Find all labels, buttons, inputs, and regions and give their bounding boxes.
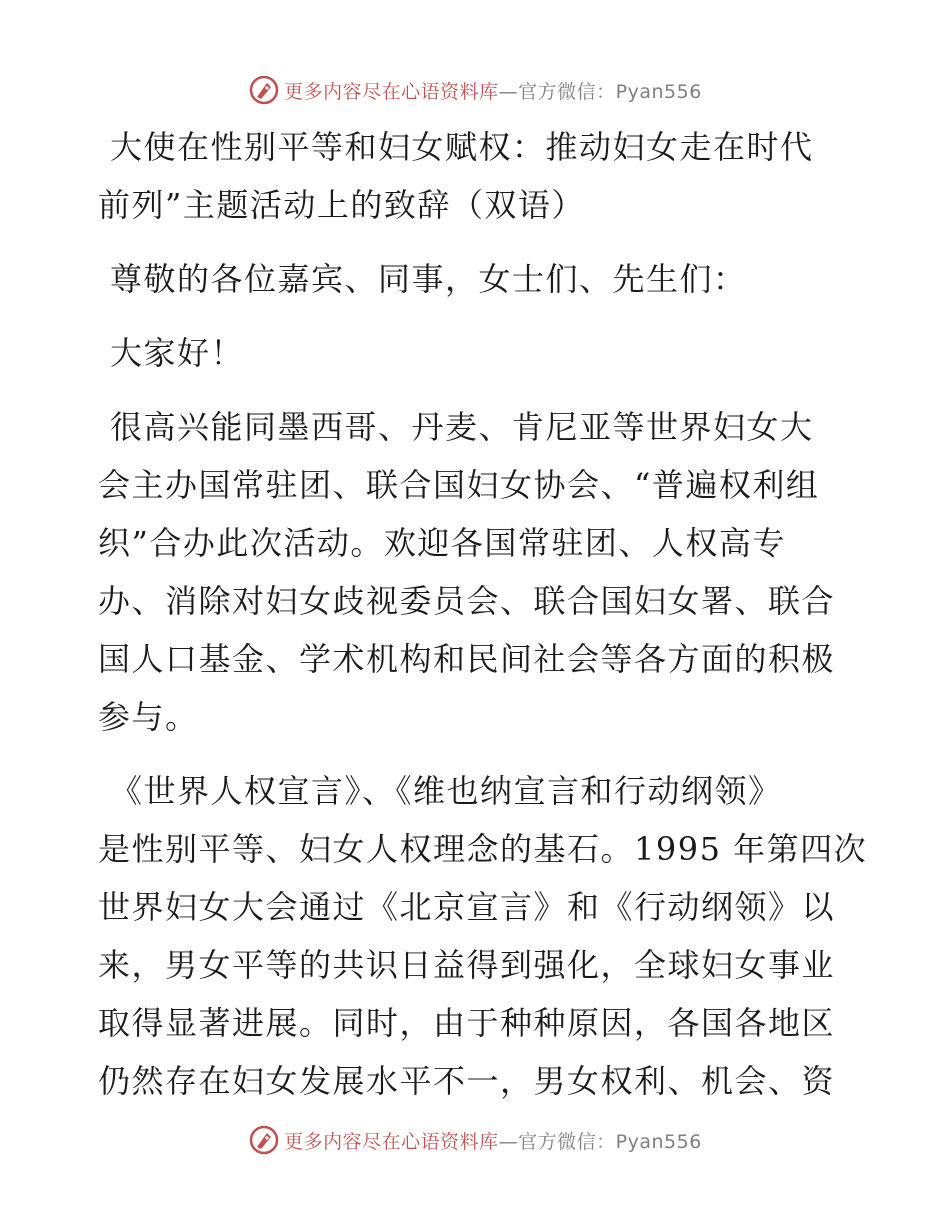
greeting: [98, 324, 858, 382]
paragraph-line: 《世界人权宣言》、《维也纳宣言和行动纲领》: [110, 772, 782, 810]
paragraph-line: 来，男女平等的共识日益得到强化，全球妇女事业: [98, 946, 836, 984]
header-wechat-text: 官方微信：Pyan556: [518, 80, 702, 103]
paragraph-line: 仍然存在妇女发展水平不一，男女权利、机会、资: [98, 1062, 836, 1100]
pen-nib-logo-icon: [248, 1124, 280, 1156]
paragraph-line: 很高兴能同墨西哥、丹麦、肯尼亚等世界妇女大: [110, 408, 814, 446]
footer-wechat-text: 官方微信：Pyan556: [518, 1130, 702, 1153]
pen-nib-logo-icon: [248, 74, 280, 106]
title-line: 大使在性别平等和妇女赋权：推动妇女走在时代: [110, 128, 814, 166]
footer-site-text: 更多内容尽在心语资料库: [284, 1130, 499, 1153]
paragraph-line: 参与。: [98, 698, 199, 736]
paragraph-1: [98, 398, 858, 746]
header-site-text: 更多内容尽在心语资料库: [284, 80, 499, 103]
salutation: [98, 250, 858, 308]
paragraph-line: 是性别平等、妇女人权理念的基石。1995 年第四次: [98, 830, 868, 868]
paragraph-2: [98, 762, 868, 1110]
paragraph-line: 世界妇女大会通过《北京宣言》和《行动纲领》以: [98, 888, 836, 926]
greeting-text: 大家好！: [110, 334, 245, 372]
salutation-text: 尊敬的各位嘉宾、同事，女士们、先生们：: [110, 260, 747, 298]
footer-banner-text: [284, 1127, 702, 1154]
paragraph-line: 取得显著进展。同时，由于种种原因，各国各地区: [98, 1004, 836, 1042]
header-separator: —: [498, 80, 519, 103]
footer-banner: [0, 1120, 950, 1160]
header-banner-text: [284, 77, 702, 104]
paragraph-line: 国人口基金、学术机构和民间社会等各方面的积极: [98, 640, 836, 678]
header-banner: [0, 70, 950, 110]
document-title: [98, 118, 858, 234]
paragraph-line: 会主办国常驻团、联合国妇女协会、“普遍权利组: [98, 466, 820, 504]
title-line: 前列”主题活动上的致辞（双语）: [98, 186, 585, 224]
paragraph-line: 办、消除对妇女歧视委员会、联合国妇女署、联合: [98, 582, 836, 620]
footer-separator: —: [498, 1130, 519, 1153]
paragraph-line: 织”合办此次活动。欢迎各国常驻团、人权高专: [98, 524, 786, 562]
document-body: [98, 118, 868, 1110]
